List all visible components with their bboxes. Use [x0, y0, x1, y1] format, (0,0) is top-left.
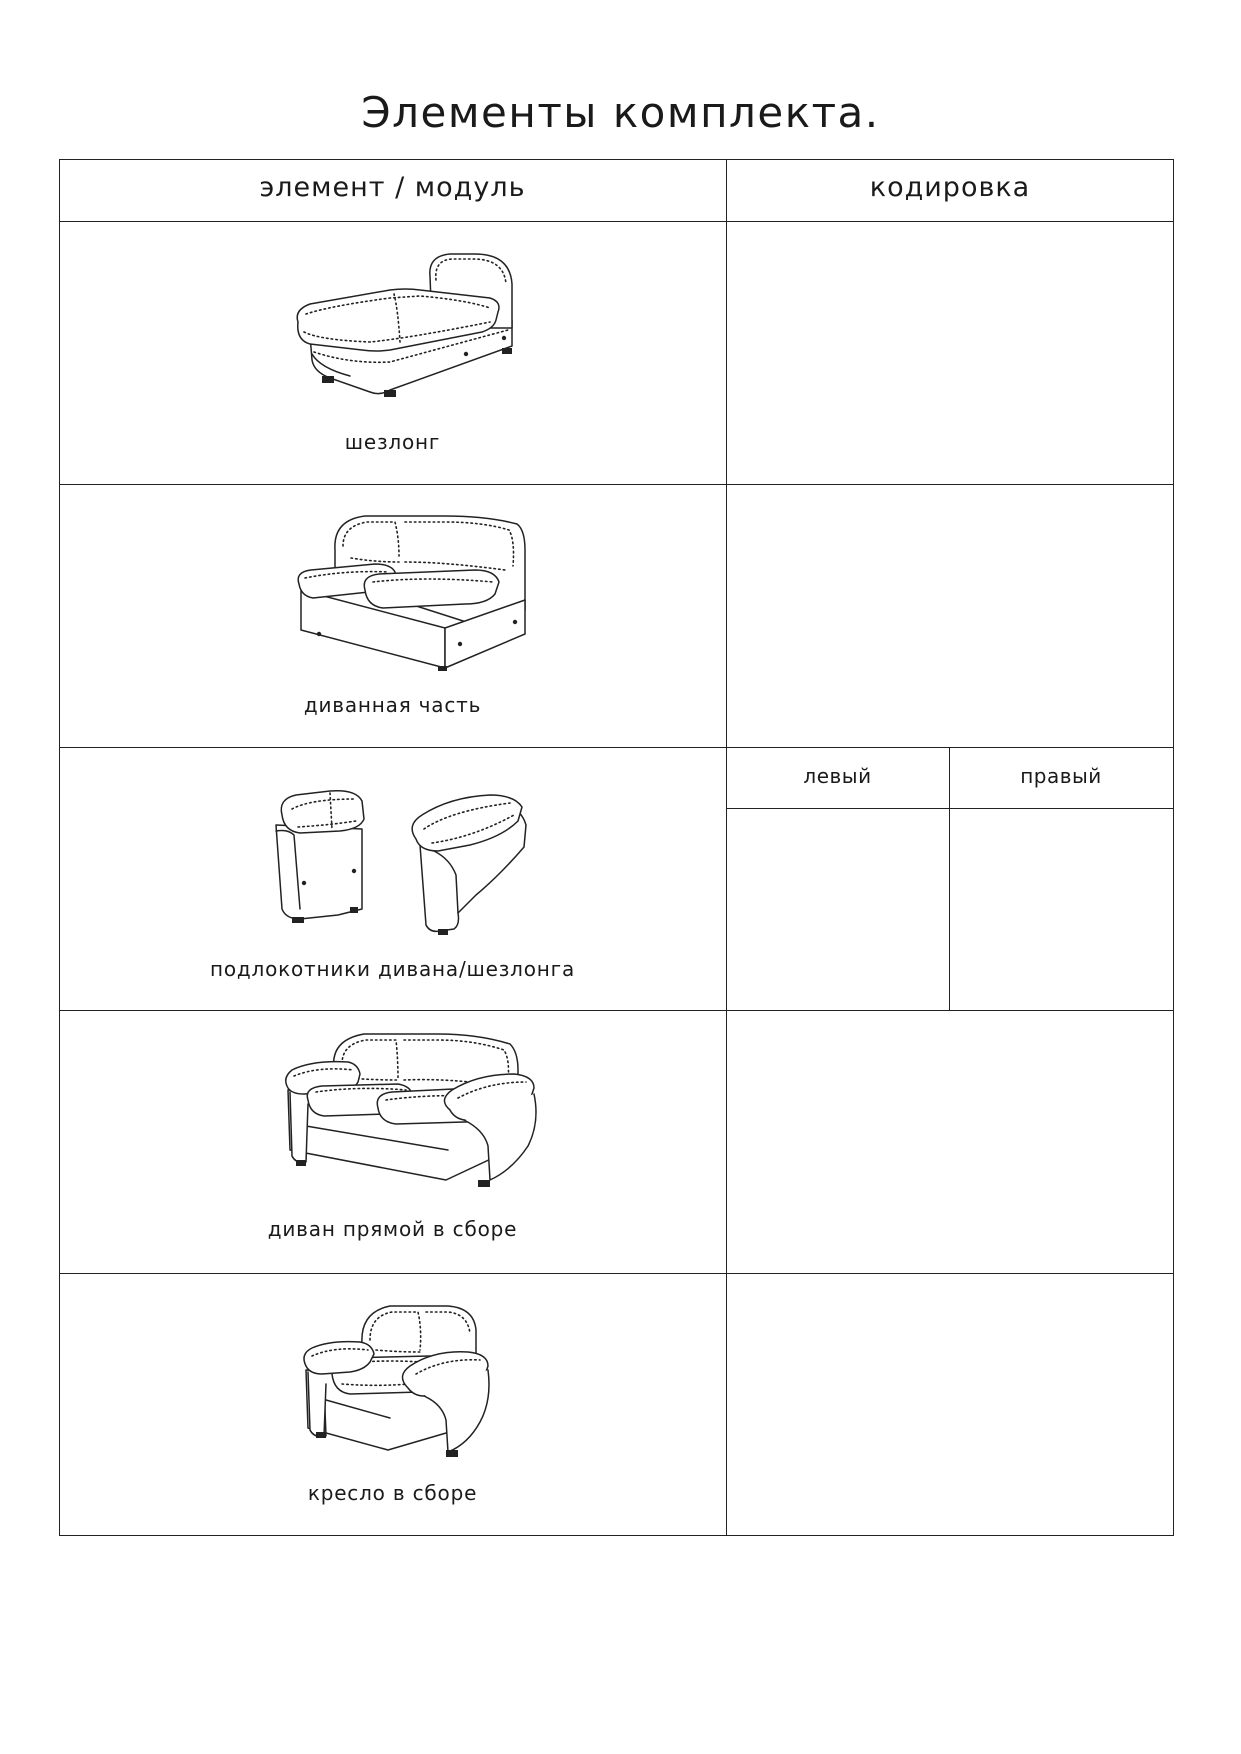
row-label-chaise: шезлонг — [344, 430, 441, 454]
row-label-sofa-section: диванная часть — [303, 693, 482, 717]
row-label-armrests: подлокотники дивана/шезлонга — [209, 957, 576, 981]
column-divider — [726, 160, 727, 1535]
header-divider — [60, 221, 1173, 222]
armrests-icon — [270, 785, 540, 945]
header-element-module: элемент / модуль — [259, 172, 526, 203]
page-title: Элементы комплекта. — [361, 88, 880, 137]
sofa-section-icon — [295, 510, 535, 670]
row-divider — [60, 484, 1173, 485]
components-table — [59, 159, 1174, 1536]
row-label-sofa-assembled: диван прямой в сборе — [267, 1217, 518, 1241]
coding-left-label: левый — [803, 764, 872, 788]
row-divider — [60, 747, 1173, 748]
header-coding: кодировка — [869, 172, 1031, 203]
armchair-icon — [298, 1300, 498, 1460]
sofa-assembled-icon — [278, 1030, 538, 1190]
row-label-armchair: кресло в сборе — [307, 1481, 478, 1505]
coding-right-label: правый — [1020, 764, 1102, 788]
chaise-longue-icon — [290, 250, 530, 410]
row-divider — [60, 1010, 1173, 1011]
row-divider — [60, 1273, 1173, 1274]
